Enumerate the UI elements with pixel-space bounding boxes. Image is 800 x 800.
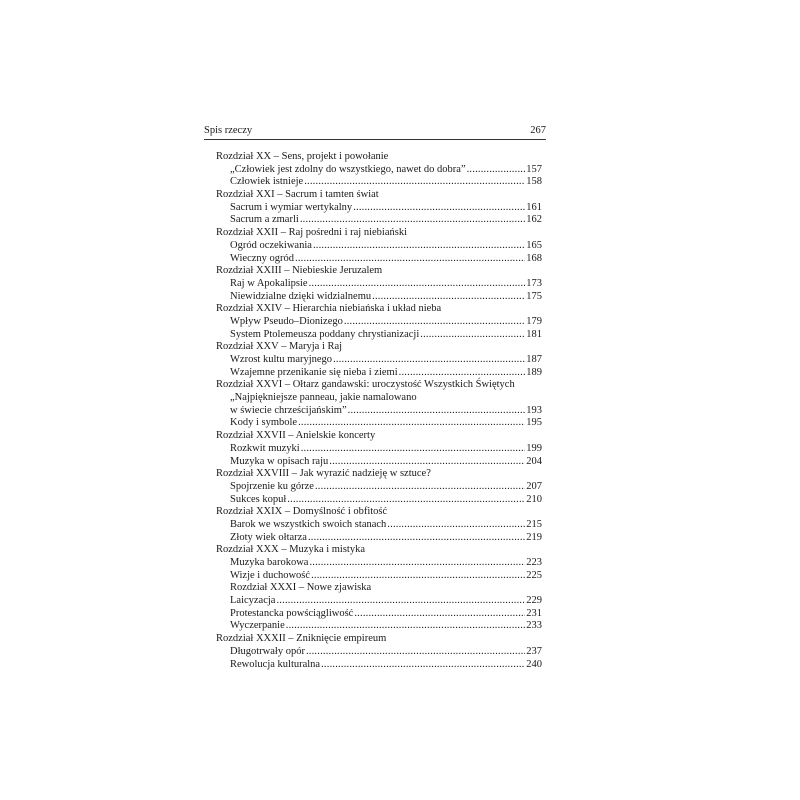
toc-page-number: 187 [526, 354, 542, 365]
dot-leader [286, 620, 526, 633]
toc-page-number: 233 [526, 620, 542, 632]
dot-leader [420, 329, 525, 342]
toc-entry [216, 659, 542, 672]
dot-leader [333, 354, 525, 367]
running-header [204, 125, 546, 140]
toc-entry-title: Laicyzacja [230, 595, 276, 607]
toc-entry [216, 392, 542, 405]
toc-page-number: 207 [526, 480, 542, 492]
toc-entry [216, 646, 542, 659]
toc-chapter-heading: Rozdział XXX – Muzyka i mistyka [216, 544, 366, 556]
toc-entry [216, 329, 542, 342]
toc-chapter-heading: Rozdział XXV – Maryja i Raj [216, 341, 343, 353]
toc-entry-title: Rewolucja kulturalna [230, 658, 321, 670]
toc-entry [216, 253, 542, 266]
toc-entry-title: Wieczny ogród [230, 252, 295, 264]
toc-page-number: 175 [526, 290, 542, 302]
dot-leader [399, 367, 526, 380]
toc-chapter-heading: Rozdział XXIII – Niebieskie Jeruzalem [216, 265, 383, 277]
toc-chapter-heading: Rozdział XXVII – Anielskie koncerty [216, 430, 376, 442]
dot-leader [313, 240, 525, 253]
toc-entry [216, 214, 542, 227]
dot-leader [353, 202, 525, 215]
toc-page-number: 162 [526, 214, 542, 226]
toc-page-number: 229 [526, 595, 542, 607]
toc-entry-title: Złoty wiek ołtarza [230, 531, 307, 543]
toc-page-number: 225 [526, 569, 542, 581]
toc-page-number: 165 [526, 239, 542, 251]
toc-entry [216, 291, 542, 304]
dot-leader [309, 278, 526, 291]
toc-entry [216, 367, 542, 380]
toc-entry-title: Protestancka powściągliwość [230, 607, 354, 619]
toc-entry-title: w świecie chrześcijańskim” [230, 404, 347, 416]
toc-entry [216, 278, 542, 291]
toc-entry [216, 164, 542, 177]
dot-leader [306, 646, 525, 659]
toc-chapter-heading: Rozdział XXVIII – Jak wyrazić nadzieję w sztuce? [216, 468, 431, 480]
page-number: 267 [530, 125, 546, 136]
toc-entry-title: Ogród oczekiwania [230, 239, 312, 251]
toc-entry-title: Wzrost kultu maryjnego [230, 354, 333, 365]
toc-entry-title: Sacrum a zmarli [230, 214, 299, 226]
toc-page-number: 215 [526, 518, 542, 530]
toc-chapter-heading: Rozdział XXII – Raj pośredni i raj niebiański [216, 227, 407, 239]
dot-leader [311, 570, 525, 583]
toc-entry [216, 456, 542, 469]
dot-leader [321, 659, 525, 672]
toc-entry [216, 557, 542, 570]
toc-entry-title: Wpływ Pseudo–Dionizego [230, 315, 343, 327]
toc-entry [216, 519, 542, 532]
dot-leader [354, 608, 525, 621]
toc-page-number: 189 [526, 366, 542, 378]
toc-page-number: 210 [526, 493, 542, 505]
dot-leader [309, 557, 525, 570]
toc-entry-title: Niewidzialne dzięki widzialnemu [230, 290, 372, 302]
toc-entry-title: System Ptolemeusza poddany chrystianizacji [230, 328, 420, 340]
dot-leader [315, 481, 525, 494]
toc-entry-title: Muzyka barokowa [230, 557, 309, 568]
toc-chapter-heading: Rozdział XXXII – Zniknięcie empireum [216, 633, 387, 645]
toc-entry-title: „Człowiek jest zdolny do wszystkiego, nawet do dobra” [230, 163, 466, 175]
dot-leader [344, 316, 525, 329]
table-of-contents [216, 151, 542, 671]
toc-entry-title: Raj w Apokalipsie [230, 277, 308, 289]
toc-chapter-heading: Rozdział XXIV – Hierarchia niebiańska i układ nieba [216, 303, 442, 315]
toc-entry [216, 176, 542, 189]
toc-entry [216, 481, 542, 494]
toc-entry-title: Wizje i duchowość [230, 569, 311, 581]
toc-page-number: 193 [526, 404, 542, 416]
toc-chapter-heading: Rozdział XXVI – Ołtarz gandawski: uroczystość Wszystkich Świętych [216, 379, 515, 391]
toc-page-number: 161 [526, 201, 542, 213]
toc-page-number: 168 [526, 252, 542, 264]
dot-leader [300, 214, 525, 227]
toc-entry [216, 443, 542, 456]
toc-page-number: 173 [526, 277, 542, 289]
dot-leader [304, 176, 525, 189]
dot-leader [348, 405, 526, 418]
toc-chapter-heading: Rozdział XXIX – Domyślność i obfitość [216, 506, 388, 518]
toc-page-number: 199 [526, 442, 542, 454]
toc-page-number: 195 [526, 417, 542, 429]
toc-chapter-heading: Rozdział XXXI – Nowe zjawiska [230, 582, 372, 594]
toc-entry [216, 405, 542, 418]
toc-page-number: 237 [526, 645, 542, 657]
dot-leader [301, 443, 526, 456]
dot-leader [276, 595, 525, 608]
toc-entry [216, 417, 542, 430]
toc-chapter-heading: Rozdział XX – Sens, projekt i powołanie [216, 151, 389, 162]
toc-entry-title: Sukces kopuł [230, 493, 287, 505]
toc-entry-title: Rozkwit muzyki [230, 442, 300, 454]
toc-entry-title: Muzyka w opisach raju [230, 455, 329, 467]
dot-leader [287, 494, 525, 507]
toc-page-number: 158 [526, 176, 542, 188]
toc-page-number: 223 [526, 557, 542, 568]
toc-entry-title: Długotrwały opór [230, 645, 305, 657]
toc-entry-title: Spojrzenie ku górze [230, 480, 314, 492]
toc-entry [216, 202, 542, 215]
toc-entry [216, 595, 542, 608]
toc-entry [216, 570, 542, 583]
toc-chapter-heading: Rozdział XXI – Sacrum i tamten świat [216, 189, 379, 201]
toc-page-number: 181 [526, 328, 542, 340]
toc-entry-title: Człowiek istnieje [230, 176, 304, 188]
toc-entry-title: Wyczerpanie [230, 620, 285, 632]
toc-page-number: 231 [526, 607, 542, 619]
toc-page-number: 219 [526, 531, 542, 543]
dot-leader [295, 253, 525, 266]
running-header-title: Spis rzeczy [204, 125, 253, 136]
toc-entry [216, 620, 542, 633]
dot-leader [387, 519, 525, 532]
toc-entry [216, 240, 542, 253]
toc-page-number: 157 [526, 163, 542, 175]
toc-entry [216, 608, 542, 621]
toc-entry-title: Barok we wszystkich swoich stanach [230, 518, 387, 530]
toc-entry [216, 494, 542, 507]
dot-leader [418, 392, 541, 405]
dot-leader [467, 164, 526, 177]
toc-entry-title: Wzajemne przenikanie się nieba i ziemi [230, 366, 398, 378]
toc-entry [216, 316, 542, 329]
dot-leader [298, 417, 525, 430]
dot-leader [329, 456, 525, 469]
toc-page-number: 179 [526, 315, 542, 327]
toc-entry [216, 354, 542, 367]
toc-entry-title: „Najpiękniejsze panneau, jakie namalowano [230, 392, 417, 404]
toc-page-number: 204 [526, 455, 542, 467]
toc-page-number: 240 [526, 658, 542, 670]
toc-entry [216, 532, 542, 545]
toc-entry-title: Sacrum i wymiar wertykalny [230, 201, 353, 213]
toc-entry-title: Kody i symbole [230, 417, 298, 429]
dot-leader [308, 532, 525, 545]
dot-leader [372, 291, 525, 304]
